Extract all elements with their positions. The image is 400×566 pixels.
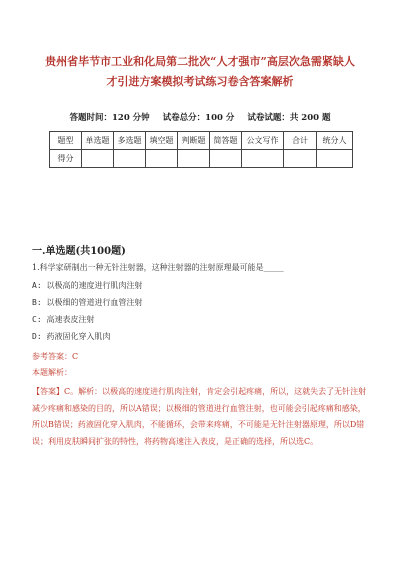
exam-meta [0, 111, 400, 123]
exam-total-score: 试卷总分：100 分 [162, 113, 235, 123]
reference-answer: 参考答案：C [32, 352, 79, 361]
question-text: 1.科学家研制出一种无针注射器，这种注射器的注射原理最可能是_____ [32, 263, 284, 272]
score-cell [178, 150, 210, 168]
analysis-label: 本题解析： [32, 368, 72, 377]
score-header-cell: 多选题 [114, 132, 146, 150]
option-key: B: [32, 298, 42, 307]
score-header-cell: 统分人 [317, 132, 353, 150]
option-text: 高速表皮注射 [46, 315, 95, 324]
score-table-score-row [50, 150, 353, 168]
score-cell [210, 150, 242, 168]
option-key: C: [32, 315, 42, 324]
score-cell [82, 150, 114, 168]
option-text: 以极高的速度进行肌肉注射 [46, 281, 143, 290]
option-key: D: [32, 332, 42, 341]
score-cell [284, 150, 317, 168]
option-b [32, 297, 142, 308]
score-table [49, 131, 353, 168]
score-table-header-row [50, 132, 353, 150]
score-header-cell: 题型 [50, 132, 82, 150]
section-heading: 一.单选题(共100题) [32, 246, 126, 257]
option-a [32, 280, 142, 291]
option-d [32, 331, 110, 342]
score-header-cell: 公文写作 [242, 132, 284, 150]
score-cell [317, 150, 353, 168]
exam-time: 答题时间：120 分钟 [69, 113, 150, 123]
option-c [32, 314, 94, 325]
score-header-cell: 合计 [284, 132, 317, 150]
answer-explanation: 【答案】C。解析：以极高的速度进行肌肉注射，肯定会引起疼痛，所以，这就失去了无针注射减少疼痛和感染的目的，所以A错误；以极细的管道进行血管注射，也可能会引起疼痛和感染，所以B错误；药液固化穿入肌肉，不能循环，会带来疼痛，不可能是无针注射器原理，所以D错误；利用皮肤瞬间扩张的特性，将药物高速注入表皮，是正确的选择，所以选C。 [32, 387, 367, 446]
score-header-cell: 单选题 [82, 132, 114, 150]
document-title-line-1: 贵州省毕节市工业和化局第二批次“人才强市”高层次急需紧缺人 [45, 55, 355, 68]
option-text: 药液固化穿入肌肉 [46, 332, 111, 341]
score-cell [146, 150, 178, 168]
score-cell [114, 150, 146, 168]
score-row-label: 得分 [50, 150, 82, 168]
score-header-cell: 简答题 [210, 132, 242, 150]
exam-question-count: 试卷试题：共 200 题 [247, 113, 331, 123]
score-header-cell: 判断题 [178, 132, 210, 150]
option-key: A: [32, 281, 42, 290]
score-cell [242, 150, 284, 168]
document-title-line-2: 才引进方案模拟考试练习卷含答案解析 [106, 75, 294, 88]
option-text: 以极细的管道进行血管注射 [46, 298, 143, 307]
score-header-cell: 填空题 [146, 132, 178, 150]
